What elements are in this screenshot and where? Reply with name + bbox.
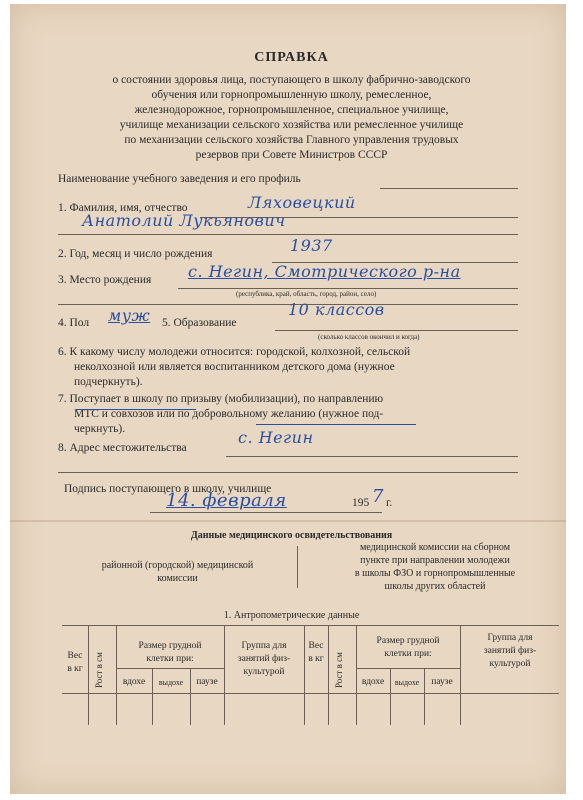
chest-header: клетки при: xyxy=(384,649,432,659)
header-line: о состоянии здоровья лица, поступающего в школу фабрично-заводского xyxy=(112,74,471,86)
birthplace-label: 3. Место рождения xyxy=(58,274,152,286)
medical-heading: Данные медицинского освидетельствования xyxy=(190,530,393,541)
assembly-commission: школы других областей xyxy=(384,581,486,592)
assembly-commission: медицинской комиссии на сборном xyxy=(359,542,511,553)
admission-basis-line: 7. Поступает в школу по призыву (мобилизации), по направлению xyxy=(58,393,384,405)
exhale-header: выдохе xyxy=(394,678,420,687)
chest-header: Размер грудной xyxy=(138,641,202,651)
group-header: занятий физ- xyxy=(237,654,291,664)
youth-category-line: 6. К какому числу молодежи относится: городской, колхозной, сельской xyxy=(58,346,411,358)
pause-header: паузе xyxy=(196,677,218,687)
header-line: резервов при Совете Министров СССР xyxy=(195,149,388,161)
chest-header: клетки при: xyxy=(146,654,194,664)
institution-label: Наименование учебного заведения и его профиль xyxy=(58,173,301,185)
district-commission: районной (городской) медицинской xyxy=(101,560,254,571)
youth-category-line: подчеркнуть). xyxy=(74,376,143,388)
signature-label: Подпись поступающего в школу, училище xyxy=(64,483,272,495)
year-prefix: 195 xyxy=(352,497,370,509)
group-header: культурой xyxy=(243,667,285,677)
name-label: 1. Фамилия, имя, отчество xyxy=(58,202,188,214)
admission-basis-line: МТС и совхозов или по добровольному желанию (нужное под- xyxy=(74,408,384,420)
youth-category-line: неколхозной или является воспитанником детского дома (нужное xyxy=(74,361,395,373)
sex-label: 4. Пол xyxy=(58,317,90,329)
header-line: училище механизации сельского хозяйства или ремесленное училище xyxy=(119,119,464,131)
paper-fold xyxy=(10,520,566,522)
height-header: Рост в см xyxy=(94,652,104,688)
weight-header: в кг xyxy=(308,654,324,664)
surname-handwritten: Ляховецкий xyxy=(248,193,356,212)
group-header: культурой xyxy=(489,659,531,669)
birthplace-hint: (республика, край, область, город, район, село) xyxy=(236,290,377,298)
birthdate-label: 2. Год, месяц и число рождения xyxy=(58,248,213,260)
group-header: занятий физ- xyxy=(483,646,537,656)
education-label: 5. Образование xyxy=(162,317,237,329)
inhale-header: вдохе xyxy=(361,677,385,687)
date-handwritten: 14. февраля xyxy=(166,490,287,511)
header-line: по механизации сельского хозяйства Главного управления трудовых xyxy=(124,134,459,146)
pause-header: паузе xyxy=(431,677,453,687)
district-commission: комиссии xyxy=(157,573,198,584)
weight-header: в кг xyxy=(67,664,83,674)
education-handwritten: 10 классов xyxy=(288,300,385,319)
anthropometric-heading: 1. Антропометрические данные xyxy=(223,610,360,621)
assembly-commission: в школы ФЗО и горнопромышленные xyxy=(354,568,516,579)
header-line: обучения или горнопромышленную школу, ремесленное, xyxy=(151,89,432,101)
exhale-header: выдохе xyxy=(158,678,184,687)
address-handwritten: с. Негин xyxy=(238,428,314,447)
group-header: Группа для xyxy=(241,641,287,651)
header-line: железнодорожное, горнопромышленное, специальное училище, xyxy=(134,104,449,116)
birth-year-handwritten: 1937 xyxy=(290,236,333,255)
chest-header: Размер грудной xyxy=(376,636,440,646)
height-header: Рост в см xyxy=(334,652,344,688)
doc-title: СПРАВКА xyxy=(254,50,329,65)
group-header: Группа для xyxy=(487,633,533,643)
birthplace-handwritten: с. Негин, Смотрического р-на xyxy=(188,262,461,281)
address-label: 8. Адрес местожительства xyxy=(58,442,187,454)
admission-basis-line: черкнуть). xyxy=(74,423,126,435)
inhale-header: вдохе xyxy=(122,677,146,687)
weight-header: Вес xyxy=(67,651,83,661)
year-end: г. xyxy=(386,497,393,509)
assembly-commission: пункте при направлении молодежи xyxy=(360,555,510,566)
education-hint: (сколько классов окончил и когда) xyxy=(318,333,420,341)
sex-handwritten: муж xyxy=(108,306,151,325)
year-suffix-handwritten: 7 xyxy=(372,486,384,507)
weight-header: Вес xyxy=(308,641,324,651)
first-name-handwritten: Анатолий Лукьянович xyxy=(82,211,286,230)
